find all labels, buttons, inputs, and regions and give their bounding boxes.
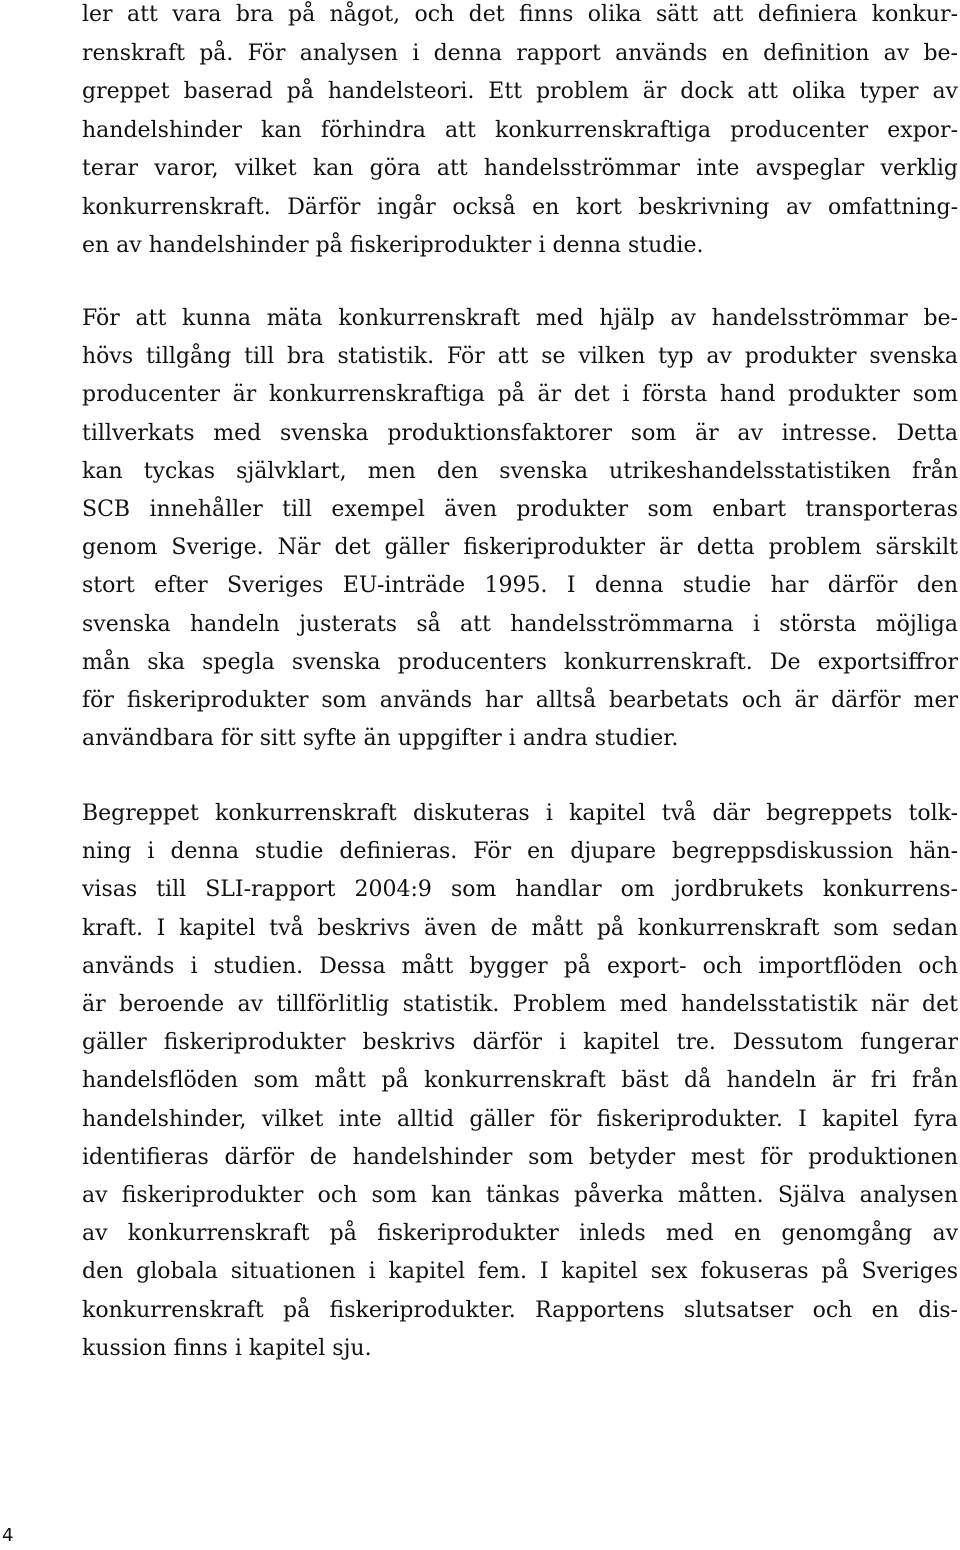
text-line: tillverkats med svenska produktionsfaktorer som är av intresse. Detta	[82, 420, 958, 446]
text-line: handelshinder kan förhindra att konkurrenskraftiga producenter expor-	[82, 117, 958, 143]
text-line: SCB innehåller till exempel även produkter som enbart transporteras	[82, 497, 958, 523]
text-line: kan tyckas självklart, men den svenska utrikeshandelsstatistiken från	[82, 458, 958, 484]
text-line: handelsflöden som mått på konkurrenskraft bäst då handeln är fri från	[82, 1068, 958, 1094]
text-line: konkurrenskraft. Därför ingår också en kort beskrivning av omfattning-	[82, 194, 958, 220]
text-line: ning i denna studie definieras. För en djupare begreppsdiskussion hän-	[82, 839, 958, 865]
text-line: används i studien. Dessa mått bygger på export- och importflöden och	[82, 953, 958, 979]
text-line: För att kunna mäta konkurrenskraft med hjälp av handelsströmmar be-	[82, 306, 958, 331]
text-line: ler att vara bra på något, och det finns olika sätt att definiera konkur-	[82, 2, 958, 27]
text-line: genom Sverige. När det gäller fiskeriprodukter är detta problem särskilt	[82, 535, 958, 561]
text-line: mån ska spegla svenska producenters konkurrenskraft. De exportsiffror	[82, 649, 958, 675]
text-line: konkurrenskraft på fiskeriprodukter. Rapportens slutsatser och en dis-	[82, 1297, 958, 1323]
text-line: är beroende av tillförlitlig statistik. Problem med handelsstatistik när det	[82, 992, 958, 1018]
text-line: renskraft på. För analysen i denna rapport används en definition av be-	[82, 40, 958, 66]
text-line: kraft. I kapitel två beskrivs även de mått på konkurrenskraft som sedan	[82, 915, 958, 941]
text-line: producenter är konkurrenskraftiga på är det i första hand produkter som	[82, 382, 958, 408]
text-line: handelshinder, vilket inte alltid gäller för fiskeriprodukter. I kapitel fyra	[82, 1106, 958, 1132]
text-line: Begreppet konkurrenskraft diskuteras i kapitel två där begreppets tolk-	[82, 801, 958, 826]
text-line: stort efter Sveriges EU-inträde 1995. I denna studie har därför den	[82, 573, 958, 599]
text-line: gäller fiskeriprodukter beskrivs därför i kapitel tre. Dessutom fungerar	[82, 1030, 958, 1056]
text-line: för fiskeriprodukter som används har alltså bearbetats och är därför mer	[82, 688, 958, 714]
text-line: av konkurrenskraft på fiskeriprodukter inleds med en genomgång av	[82, 1221, 958, 1247]
text-line: den globala situationen i kapitel fem. I kapitel sex fokuseras på Sveriges	[82, 1259, 958, 1285]
paragraph-3	[82, 795, 958, 1368]
text-line: kussion finns i kapitel sju.	[82, 1335, 372, 1361]
text-line: hövs tillgång till bra statistik. För att se vilken typ av produkter svenska	[82, 344, 958, 370]
text-line: en av handelshinder på fiskeriprodukter i denna studie.	[82, 233, 704, 258]
text-line: av fiskeriprodukter och som kan tänkas påverka måtten. Själva analysen	[82, 1183, 958, 1209]
text-line: visas till SLI-rapport 2004:9 som handlar om jordbrukets konkurrens-	[82, 877, 958, 903]
text-line: greppet baserad på handelsteori. Ett problem är dock att olika typer av	[82, 79, 958, 104]
text-line: terar varor, vilket kan göra att handelsströmmar inte avspeglar verklig	[82, 156, 958, 181]
text-line: svenska handeln justerats så att handelsströmmarna i största möjliga	[82, 611, 958, 637]
text-line: användbara för sitt syfte än uppgifter i andra studier.	[82, 726, 679, 752]
paragraph-2	[82, 300, 958, 758]
text-line: identifieras därför de handelshinder som betyder mest för produktionen	[82, 1144, 958, 1170]
page-number: 4	[2, 1525, 14, 1546]
paragraph-1	[82, 0, 958, 266]
